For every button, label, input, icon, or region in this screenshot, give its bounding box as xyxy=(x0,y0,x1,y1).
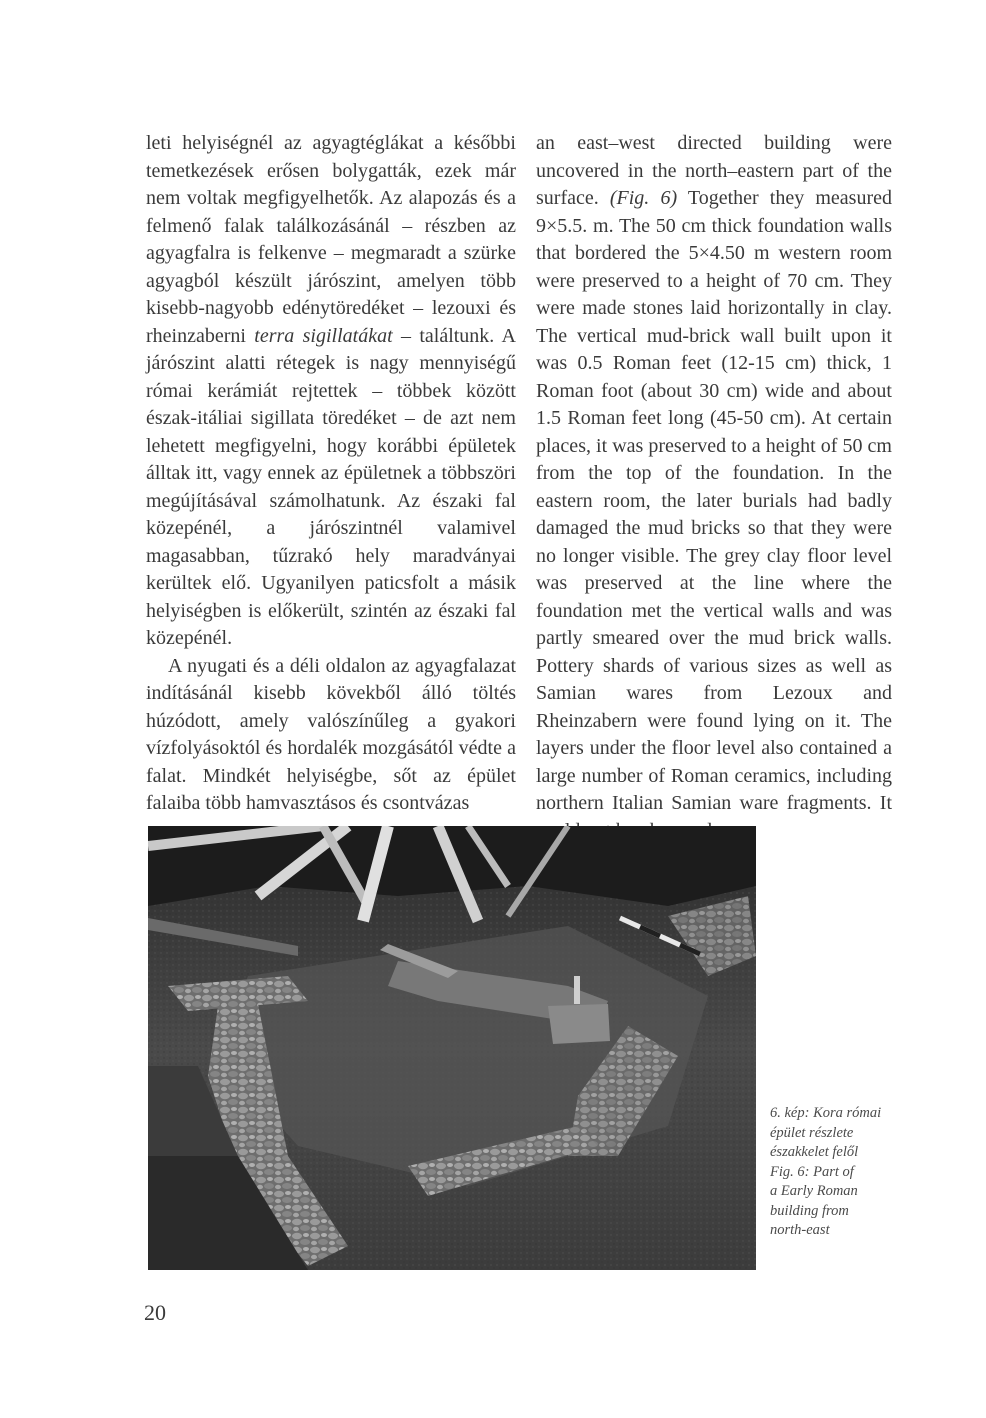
left-p1-text: leti helyiségnél az agyagtéglákat a későbbi temetkezések erősen bolygatták, ezek már nem voltak megfigyelhetők. Az alapozás és a felmenő falak találkozásánál – részben az agyagfalra is felkenve – megmaradt a szürke agyagból készült járószint, amelyen több kisebb-nagyobb edénytöredéket – lezouxi és rheinzaberni xyxy=(146,132,516,347)
right-p1-rest: Together they measured 9×5.5. m. The 50 cm thick foundation walls that bordered the 5×4.50 m western room were preserved to a height of 70 cm. They were made stones laid horizontally in clay. The vertical mud-brick wall built upon it was 0.5 Roman feet (12-15 cm) thick, 1 Roman foot (about 30 cm) wide and about 1.5 Roman feet long (45-50 cm). At certain places, it was preserved to a height of 50 cm from the top of the foundation. In the eastern room, the later burials had badly damaged the mud bricks so that they were no longer visible. The grey clay floor level was preserved at the line where the foundation met the vertical walls and was partly smeared over the mud brick walls. Pottery shards of various sizes as well as Samian wares from Lezoux and Rheinzabern were found lying on it. The layers under the floor level also contained a large number of Roman ceramics, including northern Italian Samian ware fragments. It xyxy=(536,187,893,814)
left-p1-end: – találtunk. A járószint alatti rétegek is nagy mennyiségű római kerámiát rejtettek – többek között észak-itáliai sigillata töredéket – de azt nem lehetett megfigyelni, hogy korábbi épületek álltak itt, vagy ennek az épületnek a többszöri megújításával számolhatunk. Az északi fal közepénél, a járószintnél valamivel magasabban, tűzrakó hely maradványai kerültek elő. Ugyanilyen paticsfolt a másik helyiségben is előkerült, szintén az északi fal közepénél. xyxy=(146,324,516,649)
left-p1-italic: terra sigillatákat xyxy=(254,324,393,347)
figure-reference: (Fig. 6) xyxy=(609,187,678,209)
left-paragraph-1 xyxy=(146,130,516,653)
caption-line: Fig. 6: Part of xyxy=(770,1163,854,1180)
right-p1-start: an east–west directed building were uncovered in the north–eastern part of the surface. xyxy=(536,132,892,209)
caption-line: 6. kép: Kora római xyxy=(770,1105,882,1121)
right-text-column xyxy=(536,130,892,845)
caption-line: épület részlete xyxy=(770,1124,854,1141)
caption-line: északkelet felől xyxy=(770,1144,859,1160)
caption-line: north-east xyxy=(770,1222,830,1238)
figure-caption xyxy=(770,1104,900,1241)
page-number: 20 xyxy=(144,1300,166,1325)
right-paragraph-1 xyxy=(536,130,892,845)
excavation-photo xyxy=(148,826,756,1270)
left-text-column xyxy=(146,130,516,818)
caption-line: a Early Roman xyxy=(770,1183,858,1199)
caption-line: building from xyxy=(770,1202,849,1219)
left-paragraph-2: A nyugati és a déli oldalon az agyagfalazat indításánál kisebb kövekből álló töltés húzódott, amely valószínűleg a gyakori vízfolyásoktól és hordalék mozgásától védte a falat. Mindkét helyiségbe, sőt az épület falaiba több hamvasztásos és csontvázas xyxy=(146,654,516,814)
